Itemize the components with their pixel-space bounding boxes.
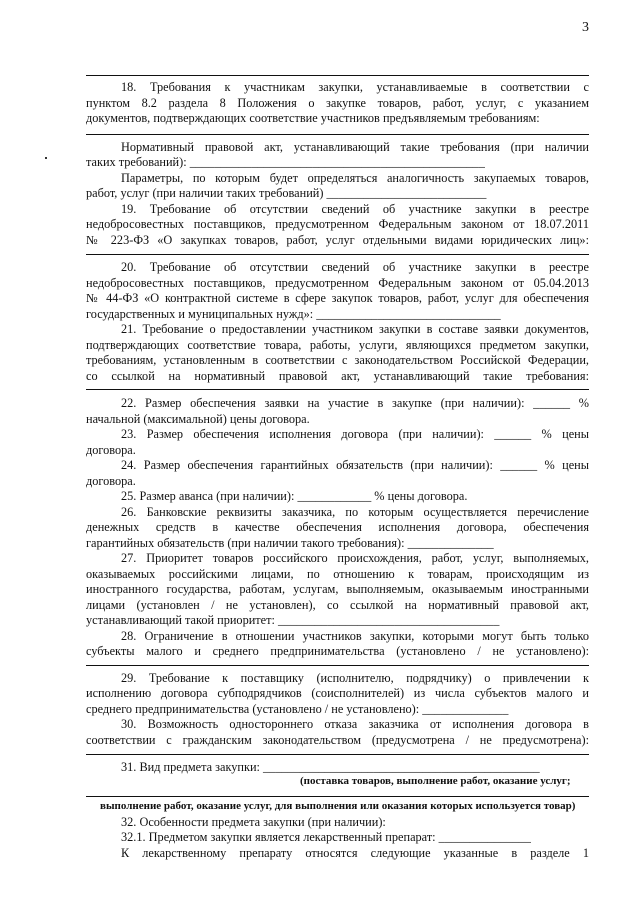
doc-line: 30. Возможность одностороннего отказа заказчика от исполнения договора в	[121, 717, 589, 731]
doc-line: исполнению договора субподрядчиков (соисполнителей) из числа субъектов малого и	[86, 686, 589, 700]
doc-line: К лекарственному препарату относятся следующие указанные в разделе 1	[121, 846, 589, 860]
doc-line: 20. Требование об отсутствии сведений об участнике закупки в реестре	[121, 260, 589, 274]
doc-line: оказываемых российскими лицами, по отношению к товарам, происходящим из	[86, 567, 589, 581]
doc-line: субъекты малого и среднего предпринимательства (установлено / не установлено):	[86, 644, 589, 658]
doc-line: пунктом 8.2 раздела 8 Положения о закупке товаров, работ, услуг, с указанием	[86, 96, 589, 110]
rule	[86, 389, 589, 390]
doc-line: 18. Требования к участникам закупки, устанавливаемые в соответствии с	[121, 80, 589, 94]
doc-line: 21. Требование о предоставлении участником закупки в составе заявки документов,	[121, 322, 589, 336]
field-hint: выполнение работ, оказание услуг, для выполнения или оказания которых используется товар)	[100, 800, 576, 812]
doc-line: устанавливающий такой приоритет: ____________________________________	[86, 613, 500, 627]
rule	[86, 134, 589, 135]
doc-line: недобросовестных поставщиков, предусмотренном Федеральным законом от 18.07.2011	[86, 217, 589, 231]
doc-line: 25. Размер аванса (при наличии): ____________ % цены договора.	[121, 489, 468, 503]
rule	[86, 754, 589, 755]
doc-line: требованиям, установленным в соответствии с законодательством Российской Федерации,	[86, 353, 589, 367]
doc-line: 23. Размер обеспечения исполнения договора (при наличии): ______ % цены	[121, 427, 589, 441]
doc-line: 31. Вид предмета закупки: _____________________________________________	[121, 760, 540, 774]
doc-line: 22. Размер обеспечения заявки на участие в закупке (при наличии): ______ %	[121, 396, 589, 410]
page-number: 3	[582, 20, 589, 35]
doc-line: подтверждающих соответствие товара, работы, услуги, являющихся предметом закупки,	[86, 338, 589, 352]
doc-line: 29. Требование к поставщику (исполнителю, подрядчику) о привлечении к	[121, 671, 589, 685]
doc-line: 26. Банковские реквизиты заказчика, по которым осуществляется перечисление	[121, 505, 589, 519]
doc-line: № 223-ФЗ «О закупках товаров, работ, услуг отдельными видами юридических лиц»:	[86, 233, 589, 247]
doc-line: 27. Приоритет товаров российского происхождения, работ, услуг, выполняемых,	[121, 551, 589, 565]
doc-line: 32.1. Предметом закупки является лекарственный препарат: _______________	[121, 830, 531, 844]
scan-speck	[45, 157, 47, 159]
doc-line: лицами (установлен / не установлен), со ссылкой на нормативный правовой акт,	[86, 598, 589, 612]
doc-line: работ, услуг (при наличии таких требований) __________________________	[86, 186, 487, 200]
doc-line: договора.	[86, 474, 136, 488]
field-hint: (поставка товаров, выполнение работ, оказание услуг;	[300, 775, 571, 787]
doc-line: Параметры, по которым будет определяться аналогичность закупаемых товаров,	[121, 171, 589, 185]
doc-line: 24. Размер обеспечения гарантийных обязательств (при наличии): ______ % цены	[121, 458, 589, 472]
doc-line: государственных и муниципальных нужд»: ______________________________	[86, 307, 501, 321]
doc-line: со ссылкой на нормативный правовой акт, устанавливающий такие требования:	[86, 369, 589, 383]
rule	[86, 665, 589, 666]
doc-line: договора.	[86, 443, 136, 457]
doc-line: гарантийных обязательств (при наличии такого требования): ______________	[86, 536, 494, 550]
doc-line: иностранного государства, работам, услугам, выполняемым, оказываемым иностранными	[86, 582, 589, 596]
doc-line: среднего предпринимательства (установлено / не установлено): ______________	[86, 702, 509, 716]
doc-line: 19. Требование об отсутствии сведений об участнике закупки в реестре	[121, 202, 589, 216]
doc-line: Нормативный правовой акт, устанавливающий такие требования (при наличии	[121, 140, 589, 154]
doc-line: 28. Ограничение в отношении участников закупки, которыми могут быть только	[121, 629, 589, 643]
doc-line: недобросовестных поставщиков, предусмотренном Федеральным законом от 05.04.2013	[86, 276, 589, 290]
rule	[86, 75, 589, 76]
rule	[86, 254, 589, 255]
doc-line: соответствии с гражданским законодательством (предусмотрена / не предусмотрена):	[86, 733, 589, 747]
doc-line: № 44-ФЗ «О контрактной системе в сфере закупок товаров, работ, услуг для обеспечения	[86, 291, 589, 305]
doc-line: денежных средств в качестве обеспечения исполнения договора, обеспечения	[86, 520, 589, 534]
doc-line: начальной (максимальной) цены договора.	[86, 412, 310, 426]
doc-line: документов, подтверждающих соответствие участников предъявляемым требованиям:	[86, 111, 540, 125]
rule	[86, 796, 589, 797]
doc-line: 32. Особенности предмета закупки (при наличии):	[121, 815, 386, 829]
doc-line: таких требований): ________________________________________________	[86, 155, 485, 169]
